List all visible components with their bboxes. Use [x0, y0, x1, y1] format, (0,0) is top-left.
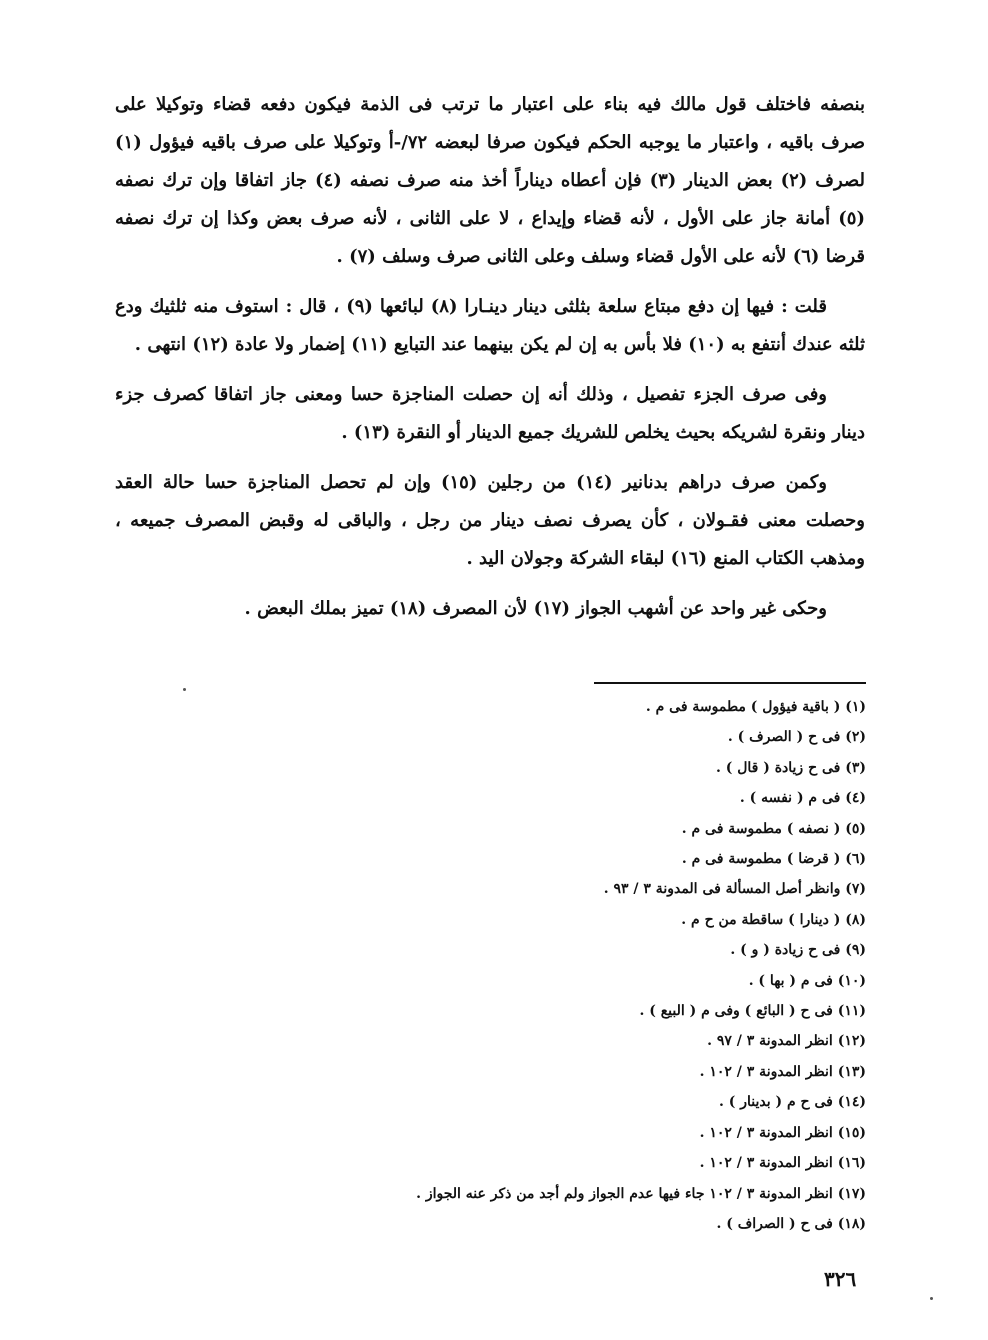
footnote-11: (١١) فى ح ( البائع ) وفى م ( البيع ) . — [639, 1003, 866, 1020]
paragraph-3: وفى صرف الجزء تفصيل ، وذلك أنه إن حصلت المناجزة حسا ومعنى جاز اتفاقا كصرف جزء دينار ونقرة لشريكه بحيث يخلص للشريك جميع الدينار أو النقرة (١٣) . — [115, 384, 865, 443]
footnote-7: (٧) وانظر أصل المسألة فى المدونة ٣ / ٩٣ . — [603, 881, 866, 898]
footnote-16: (١٦) انظر المدونة ٣ / ١٠٢ . — [699, 1155, 866, 1172]
footnote-separator — [594, 682, 866, 684]
footnote-4: (٤) فى م ( نفسه ) . — [739, 790, 866, 807]
footnote-14: (١٤) فى ح م ( بدينار ) . — [719, 1094, 866, 1111]
footnote-6: (٦) ( قرضا ) مطموسة فى م . — [681, 851, 866, 868]
footnotes — [106, 692, 866, 1239]
footnote-12: (١٢) انظر المدونة ٣ / ٩٧ . — [707, 1033, 866, 1050]
paragraph-5: وحكى غير واحد عن أشهب الجواز (١٧) لأن المصرف (١٨) تميز بملك البعض . — [244, 598, 827, 619]
footnote-8: (٨) ( دينارا ) ساقطة من ح م . — [681, 911, 866, 928]
footnote-1: (١) ( باقية فيؤول ) مطموسة فى م . — [645, 699, 866, 715]
footnote-18: (١٨) فى ح ( الصراف ) . — [716, 1215, 866, 1232]
footnote-9: (٩) فى ح زيادة ( و ) . — [730, 942, 866, 959]
main-text — [115, 86, 865, 640]
page-number: ٣٢٦ — [824, 1267, 857, 1291]
paragraph-1: بنصفه فاختلف قول مالك فيه بناء على اعتبار ما ترتب فى الذمة فيكون دفعه قضاء وتوكيلا على صرف باقيه ، واعتبار ما يوجبه الحكم فيكون صرفا لبعضه ٧٢/-أ وتوكيلا على صرف باقيه فيؤول (١) لصرف (٢) بعض الدينار (٣) فإن أعطاه ديناراً أخذ منه صرف نصفه (٤) جاز اتفاقا وإن ترك نصفه (٥) أمانة جاز على الأول ، لأنه قضاء وإيداع ، لا على الثانى ، لأنه صرف بعض وكذا إن ترك نصفه قرضا (٦) لأنه على الأول قضاء وسلف وعلى الثانى صرف وسلف (٧) . — [115, 94, 865, 267]
footnote-13: (١٣) انظر المدونة ٣ / ١٠٢ . — [699, 1063, 866, 1080]
footnote-17: (١٧) انظر المدونة ٣ / ١٠٢ جاء فيها عدم الجواز ولم أجد من ذكر عنه الجواز . — [416, 1185, 866, 1202]
footnote-3: (٣) فى ح زيادة ( قال ) . — [715, 759, 866, 776]
scan-speck — [183, 688, 186, 691]
paragraph-2: قلت : فيها إن دفع مبتاع سلعة بثلثى دينار دينـارا (٨) لبائعها (٩) ، قال : استوف منه ثلثيك ودع ثلثه عندك أنتفع به (١٠) فلا بأس به إن لم يكن بينهما عند التبايع (١١) إضمار ولا عادة (١٢) انتهى . — [115, 296, 865, 355]
footnote-5: (٥) ( نصفه ) مطموسة فى م . — [681, 820, 866, 837]
footnote-2: (٢) فى ح ( الصرف ) . — [727, 729, 866, 746]
scan-speck — [930, 1297, 933, 1300]
footnote-15: (١٥) انظر المدونة ٣ / ١٠٢ . — [699, 1124, 866, 1141]
footnote-10: (١٠) فى م ( بها ) . — [748, 972, 866, 989]
paragraph-4: وكمن صرف دراهم بدنانير (١٤) من رجلين (١٥) وإن لم تحصل المناجزة حسا حالة العقد وحصلت معنى فقـولان ، كأن يصرف نصف دينار من رجل ، والباقى له وقبض المصرف جميعه ، ومذهب الكتاب المنع (١٦) لبقاء الشركة وجولان اليد . — [115, 472, 865, 569]
